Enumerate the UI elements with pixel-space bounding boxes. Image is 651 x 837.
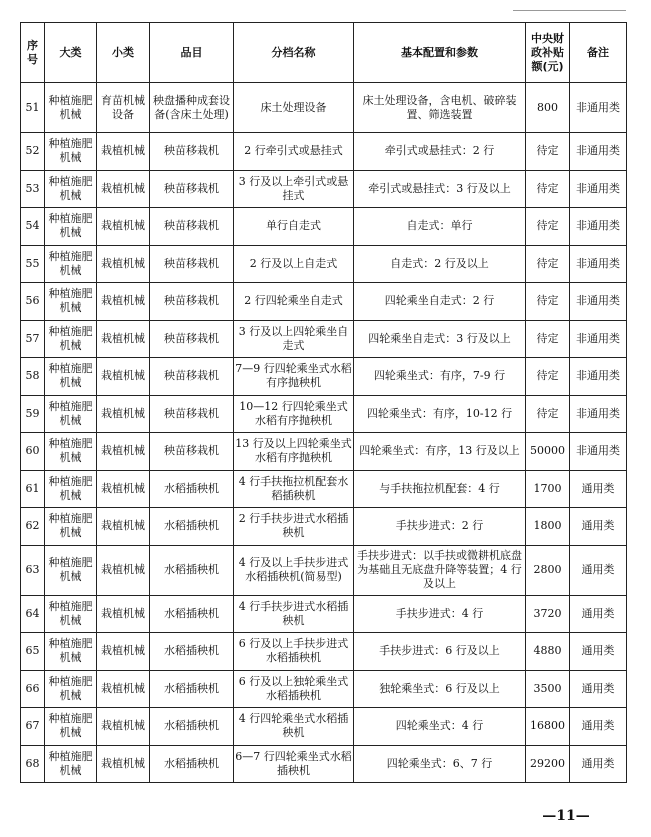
- cell-remark: 通用类: [570, 595, 627, 633]
- cell-config: 手扶步进式：2 行: [354, 508, 526, 546]
- cell-config: 四轮乘坐式：4 行: [354, 708, 526, 746]
- cell-remark: 非通用类: [570, 358, 627, 396]
- cell-no: 53: [21, 170, 45, 208]
- cell-subcategory: 栽植机械: [97, 283, 150, 321]
- cell-tier: 2 行四轮乘坐自走式: [234, 283, 354, 321]
- cell-subsidy: 待定: [526, 358, 570, 396]
- subsidy-table: [20, 22, 627, 783]
- cell-no: 64: [21, 595, 45, 633]
- cell-remark: 通用类: [570, 545, 627, 595]
- header-tier: 分档名称: [234, 23, 354, 83]
- header-config: 基本配置和参数: [354, 23, 526, 83]
- cell-item: 秧苗移栽机: [150, 395, 234, 433]
- cell-subcategory: 育苗机械设备: [97, 83, 150, 133]
- cell-tier: 单行自走式: [234, 208, 354, 246]
- cell-tier: 13 行及以上四轮乘坐式水稻有序抛秧机: [234, 433, 354, 471]
- cell-subcategory: 栽植机械: [97, 395, 150, 433]
- cell-subsidy: 3720: [526, 595, 570, 633]
- cell-no: 58: [21, 358, 45, 396]
- cell-no: 63: [21, 545, 45, 595]
- cell-category: 种植施肥机械: [45, 245, 97, 283]
- cell-config: 四轮乘坐式：6、7 行: [354, 745, 526, 783]
- cell-category: 种植施肥机械: [45, 633, 97, 671]
- table-row: [21, 670, 627, 708]
- cell-item: 秧苗移栽机: [150, 133, 234, 171]
- cell-no: 54: [21, 208, 45, 246]
- cell-subsidy: 待定: [526, 208, 570, 246]
- table-row: [21, 633, 627, 671]
- cell-item: 秧苗移栽机: [150, 283, 234, 321]
- cell-no: 51: [21, 83, 45, 133]
- table-row: [21, 745, 627, 783]
- header-subsidy: 中央财政补贴额(元): [526, 23, 570, 83]
- header-no: 序号: [21, 23, 45, 83]
- cell-subcategory: 栽植机械: [97, 320, 150, 358]
- table-row: [21, 133, 627, 171]
- cell-remark: 非通用类: [570, 283, 627, 321]
- cell-no: 57: [21, 320, 45, 358]
- cell-remark: 非通用类: [570, 208, 627, 246]
- cell-subcategory: 栽植机械: [97, 358, 150, 396]
- cell-category: 种植施肥机械: [45, 595, 97, 633]
- cell-tier: 7—9 行四轮乘坐式水稻有序抛秧机: [234, 358, 354, 396]
- cell-subcategory: 栽植机械: [97, 170, 150, 208]
- table-row: [21, 208, 627, 246]
- cell-subsidy: 50000: [526, 433, 570, 471]
- cell-category: 种植施肥机械: [45, 745, 97, 783]
- cell-remark: 通用类: [570, 745, 627, 783]
- table-row: [21, 595, 627, 633]
- cell-subsidy: 待定: [526, 245, 570, 283]
- cell-no: 68: [21, 745, 45, 783]
- cell-subcategory: 栽植机械: [97, 470, 150, 508]
- cell-remark: 通用类: [570, 633, 627, 671]
- cell-category: 种植施肥机械: [45, 133, 97, 171]
- cell-tier: 10—12 行四轮乘坐式水稻有序抛秧机: [234, 395, 354, 433]
- cell-category: 种植施肥机械: [45, 708, 97, 746]
- cell-tier: 4 行及以上手扶步进式水稻插秧机(简易型): [234, 545, 354, 595]
- cell-remark: 非通用类: [570, 433, 627, 471]
- table-row: [21, 395, 627, 433]
- cell-no: 66: [21, 670, 45, 708]
- cell-remark: 非通用类: [570, 320, 627, 358]
- page-number: —11—: [542, 808, 590, 824]
- cell-subcategory: 栽植机械: [97, 245, 150, 283]
- cell-item: 秧苗移栽机: [150, 320, 234, 358]
- cell-no: 61: [21, 470, 45, 508]
- cell-item: 秧盘播种成套设备(含床土处理): [150, 83, 234, 133]
- cell-category: 种植施肥机械: [45, 320, 97, 358]
- cell-subsidy: 16800: [526, 708, 570, 746]
- header-remark: 备注: [570, 23, 627, 83]
- cell-subsidy: 2800: [526, 545, 570, 595]
- cell-remark: 非通用类: [570, 245, 627, 283]
- cell-subcategory: 栽植机械: [97, 670, 150, 708]
- cell-config: 四轮乘坐式：有序，10-12 行: [354, 395, 526, 433]
- table-row: [21, 433, 627, 471]
- cell-subsidy: 29200: [526, 745, 570, 783]
- cell-tier: 4 行手扶步进式水稻插秧机: [234, 595, 354, 633]
- cell-remark: 非通用类: [570, 83, 627, 133]
- cell-subsidy: 待定: [526, 170, 570, 208]
- cell-remark: 通用类: [570, 470, 627, 508]
- cell-no: 62: [21, 508, 45, 546]
- cell-config: 四轮乘坐式：有序，13 行及以上: [354, 433, 526, 471]
- cell-subsidy: 1700: [526, 470, 570, 508]
- header-item: 品目: [150, 23, 234, 83]
- cell-remark: 通用类: [570, 708, 627, 746]
- cell-item: 秧苗移栽机: [150, 433, 234, 471]
- cell-category: 种植施肥机械: [45, 83, 97, 133]
- cell-remark: 通用类: [570, 670, 627, 708]
- cell-category: 种植施肥机械: [45, 358, 97, 396]
- cell-subsidy: 4880: [526, 633, 570, 671]
- cell-no: 60: [21, 433, 45, 471]
- table-row: [21, 83, 627, 133]
- cell-tier: 3 行及以上四轮乘坐自走式: [234, 320, 354, 358]
- cell-item: 秧苗移栽机: [150, 245, 234, 283]
- cell-subsidy: 待定: [526, 283, 570, 321]
- cell-category: 种植施肥机械: [45, 395, 97, 433]
- cell-subsidy: 800: [526, 83, 570, 133]
- cell-item: 水稻插秧机: [150, 670, 234, 708]
- cell-no: 65: [21, 633, 45, 671]
- cell-tier: 2 行及以上自走式: [234, 245, 354, 283]
- cell-config: 四轮乘坐式：有序，7-9 行: [354, 358, 526, 396]
- header-subcategory: 小类: [97, 23, 150, 83]
- cell-remark: 非通用类: [570, 395, 627, 433]
- cell-subcategory: 栽植机械: [97, 595, 150, 633]
- cell-tier: 6—7 行四轮乘坐式水稻插秧机: [234, 745, 354, 783]
- table-row: [21, 358, 627, 396]
- cell-subcategory: 栽植机械: [97, 208, 150, 246]
- cell-item: 水稻插秧机: [150, 508, 234, 546]
- cell-config: 手扶步进式：4 行: [354, 595, 526, 633]
- cell-tier: 3 行及以上牵引式或悬挂式: [234, 170, 354, 208]
- cell-tier: 2 行手扶步进式水稻插秧机: [234, 508, 354, 546]
- cell-config: 牵引式或悬挂式：2 行: [354, 133, 526, 171]
- cell-config: 四轮乘坐自走式：3 行及以上: [354, 320, 526, 358]
- cell-category: 种植施肥机械: [45, 470, 97, 508]
- cell-remark: 通用类: [570, 508, 627, 546]
- table-row: [21, 283, 627, 321]
- cell-subsidy: 待定: [526, 320, 570, 358]
- cell-config: 手扶步进式：6 行及以上: [354, 633, 526, 671]
- table-row: [21, 320, 627, 358]
- cell-category: 种植施肥机械: [45, 283, 97, 321]
- cell-item: 水稻插秧机: [150, 633, 234, 671]
- cell-subsidy: 待定: [526, 133, 570, 171]
- cell-subcategory: 栽植机械: [97, 745, 150, 783]
- table-header-row: [21, 23, 627, 83]
- cell-remark: 非通用类: [570, 170, 627, 208]
- cell-tier: 4 行四轮乘坐式水稻插秧机: [234, 708, 354, 746]
- cell-subsidy: 3500: [526, 670, 570, 708]
- cell-item: 水稻插秧机: [150, 545, 234, 595]
- cell-category: 种植施肥机械: [45, 508, 97, 546]
- cell-category: 种植施肥机械: [45, 433, 97, 471]
- cell-category: 种植施肥机械: [45, 170, 97, 208]
- header-category: 大类: [45, 23, 97, 83]
- cell-config: 牵引式或悬挂式：3 行及以上: [354, 170, 526, 208]
- cell-config: 手扶步进式：以手扶或微耕机底盘为基础且无底盘升降等装置；4 行及以上: [354, 545, 526, 595]
- cell-subsidy: 1800: [526, 508, 570, 546]
- table-row: [21, 508, 627, 546]
- cell-tier: 4 行手扶拖拉机配套水稻插秧机: [234, 470, 354, 508]
- cell-subcategory: 栽植机械: [97, 433, 150, 471]
- cell-category: 种植施肥机械: [45, 208, 97, 246]
- cell-tier: 2 行牵引式或悬挂式: [234, 133, 354, 171]
- cell-subcategory: 栽植机械: [97, 545, 150, 595]
- cell-item: 水稻插秧机: [150, 745, 234, 783]
- cell-remark: 非通用类: [570, 133, 627, 171]
- table-row: [21, 170, 627, 208]
- cell-config: 与手扶拖拉机配套：4 行: [354, 470, 526, 508]
- cell-no: 67: [21, 708, 45, 746]
- top-rule: [513, 10, 626, 11]
- cell-item: 水稻插秧机: [150, 470, 234, 508]
- cell-item: 秧苗移栽机: [150, 170, 234, 208]
- cell-item: 秧苗移栽机: [150, 208, 234, 246]
- cell-tier: 6 行及以上手扶步进式水稻插秧机: [234, 633, 354, 671]
- cell-tier: 床土处理设备: [234, 83, 354, 133]
- table-row: [21, 708, 627, 746]
- cell-subcategory: 栽植机械: [97, 633, 150, 671]
- cell-category: 种植施肥机械: [45, 670, 97, 708]
- table-row: [21, 245, 627, 283]
- cell-no: 59: [21, 395, 45, 433]
- cell-tier: 6 行及以上独轮乘坐式水稻插秧机: [234, 670, 354, 708]
- cell-item: 秧苗移栽机: [150, 358, 234, 396]
- cell-subcategory: 栽植机械: [97, 508, 150, 546]
- table-row: [21, 545, 627, 595]
- cell-config: 四轮乘坐自走式：2 行: [354, 283, 526, 321]
- cell-config: 床土处理设备，含电机、破碎装置、筛选装置: [354, 83, 526, 133]
- cell-item: 水稻插秧机: [150, 595, 234, 633]
- cell-config: 独轮乘坐式：6 行及以上: [354, 670, 526, 708]
- table-row: [21, 470, 627, 508]
- cell-subcategory: 栽植机械: [97, 133, 150, 171]
- cell-item: 水稻插秧机: [150, 708, 234, 746]
- cell-subsidy: 待定: [526, 395, 570, 433]
- cell-config: 自走式：2 行及以上: [354, 245, 526, 283]
- cell-subcategory: 栽植机械: [97, 708, 150, 746]
- cell-no: 52: [21, 133, 45, 171]
- cell-no: 56: [21, 283, 45, 321]
- cell-no: 55: [21, 245, 45, 283]
- cell-category: 种植施肥机械: [45, 545, 97, 595]
- cell-config: 自走式：单行: [354, 208, 526, 246]
